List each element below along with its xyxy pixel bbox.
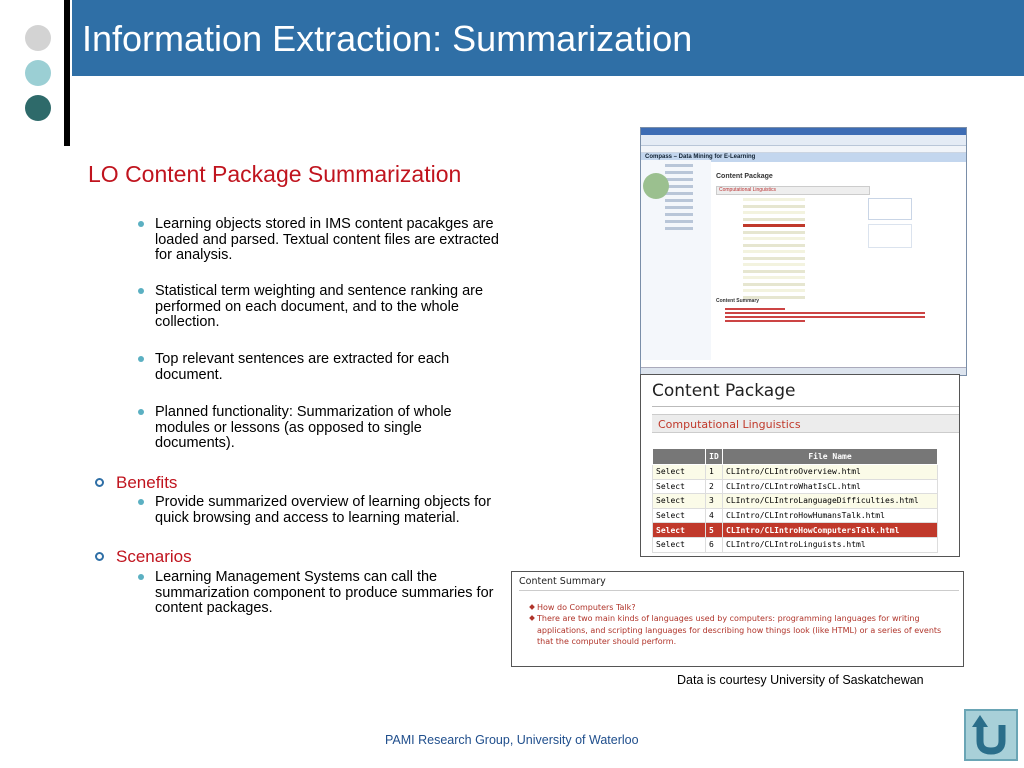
- table-row: [653, 508, 938, 523]
- bullet-item: [155, 284, 515, 331]
- ring-bullet-icon: [95, 478, 104, 487]
- title-divider: [64, 0, 70, 146]
- select-link[interactable]: Select: [653, 508, 706, 523]
- browser-table-row: [743, 218, 805, 221]
- browser-table-row: [743, 205, 805, 208]
- content-summary-box: [511, 571, 964, 667]
- table-row: [653, 465, 938, 480]
- column-header: ID: [706, 449, 723, 465]
- decor-dot-dark: [25, 95, 51, 121]
- row-id: 5: [706, 523, 723, 538]
- bullet-dot-icon: [138, 574, 144, 580]
- row-id: 6: [706, 537, 723, 552]
- browser-table-row: [743, 211, 805, 214]
- bullet-dot-icon: [138, 221, 144, 227]
- content-package-title: Content Package: [652, 381, 796, 401]
- section-bar: Computational Linguistics: [652, 414, 959, 433]
- scenarios-heading: [116, 547, 192, 567]
- bullet-dot-icon: [138, 409, 144, 415]
- row-file-name: CLIntro/CLIntroLinguists.html: [723, 537, 938, 552]
- browser-titlebar: [641, 128, 966, 135]
- slide-subtitle: LO Content Package Summarization: [88, 161, 462, 187]
- column-header: [653, 449, 706, 465]
- file-table: [652, 448, 938, 553]
- bullet-item: [155, 495, 525, 526]
- footer-text: PAMI Research Group, University of Waterloo: [385, 733, 639, 747]
- select-link[interactable]: Select: [653, 494, 706, 509]
- select-link[interactable]: Select: [653, 523, 706, 538]
- browser-table-row: [743, 198, 805, 201]
- bullet-diamond-icon: [529, 604, 535, 610]
- select-link[interactable]: Select: [653, 537, 706, 552]
- bullet-item: [155, 352, 495, 383]
- browser-table-row: [743, 289, 805, 292]
- table-row-selected: [653, 523, 938, 538]
- row-file-name: CLIntro/CLIntroLanguageDifficulties.html: [723, 494, 938, 509]
- benefits-heading-text: Benefits: [116, 473, 178, 492]
- browser-sidebar-box: [868, 198, 912, 220]
- browser-table-row: [743, 237, 805, 240]
- bullet-dot-icon: [138, 288, 144, 294]
- bullet-diamond-icon: [529, 615, 535, 621]
- summary-item: [537, 602, 957, 614]
- browser-address-bar: [641, 135, 966, 146]
- bullet-text: Learning objects stored in IMS content pacakges are loaded and parsed. Textual content files are extracted for analysis.: [155, 216, 499, 263]
- scenarios-heading-text: Scenarios: [116, 547, 192, 566]
- browser-table-row: [743, 263, 805, 266]
- browser-table-row: [743, 270, 805, 273]
- column-header: File Name: [723, 449, 938, 465]
- row-file-name: CLIntro/CLIntroWhatIsCL.html: [723, 479, 938, 494]
- table-row: [653, 494, 938, 509]
- decor-dot-teal: [25, 60, 51, 86]
- back-button[interactable]: [964, 709, 1018, 761]
- benefits-heading: [116, 473, 177, 493]
- slide-title: Information Extraction: Summarization: [82, 18, 693, 59]
- row-id: 1: [706, 465, 723, 480]
- bullet-item: [155, 570, 505, 617]
- bullet-text: Learning Management Systems can call the summarization component to produce summaries for content packages.: [155, 569, 494, 616]
- row-id: 4: [706, 508, 723, 523]
- summary-text: There are two main kinds of languages used by computers: programming languages for writing applications, and scripting languages for describing how things look (like HTML) or a series of events that the computer should perform.: [537, 614, 942, 646]
- browser-section-bar: Computational Linguistics: [716, 186, 870, 195]
- browser-table-row: [743, 231, 805, 234]
- browser-page-header: Compass – Data Mining for E-Learning: [641, 153, 966, 162]
- cd-disc-icon: [643, 173, 669, 199]
- browser-table-row: [743, 283, 805, 286]
- bullet-text: Top relevant sentences are extracted for each document.: [155, 351, 450, 383]
- bullet-text: Planned functionality: Summarization of whole modules or lessons (as opposed to single documents).: [155, 404, 452, 451]
- browser-table-row: [743, 257, 805, 260]
- row-id: 2: [706, 479, 723, 494]
- bullet-text: Provide summarized overview of learning objects for quick browsing and access to learning material.: [155, 494, 492, 526]
- decor-dot-grey: [25, 25, 51, 51]
- browser-screenshot: [640, 127, 967, 376]
- divider: [652, 406, 959, 407]
- browser-content-title: Content Package: [716, 173, 773, 180]
- table-row: [653, 537, 938, 552]
- bullet-item: [155, 217, 510, 264]
- browser-table-row: [743, 224, 805, 227]
- courtesy-note: Data is courtesy University of Saskatchewan: [677, 673, 924, 687]
- bullet-text: Statistical term weighting and sentence ranking are performed on each document, and to the whole collection.: [155, 283, 484, 330]
- divider: [519, 590, 959, 591]
- row-file-name: CLIntro/CLIntroHowComputersTalk.html: [723, 523, 938, 538]
- bullet-dot-icon: [138, 499, 144, 505]
- browser-table-row: [743, 250, 805, 253]
- content-summary-title: Content Summary: [519, 576, 606, 587]
- row-id: 3: [706, 494, 723, 509]
- row-file-name: CLIntro/CLIntroHowHumansTalk.html: [723, 508, 938, 523]
- content-package-zoom: [640, 374, 960, 557]
- browser-sidebar-box: [868, 224, 912, 248]
- browser-favorites-bar: [641, 146, 966, 153]
- bullet-item: [155, 405, 500, 452]
- table-row: [653, 479, 938, 494]
- select-link[interactable]: Select: [653, 479, 706, 494]
- u-turn-arrow-icon: [966, 711, 1016, 759]
- summary-text: How do Computers Talk?: [537, 603, 636, 612]
- browser-summary-title: Content Summary: [716, 298, 760, 304]
- browser-table-row: [743, 244, 805, 247]
- row-file-name: CLIntro/CLIntroOverview.html: [723, 465, 938, 480]
- ring-bullet-icon: [95, 552, 104, 561]
- browser-table-row: [743, 276, 805, 279]
- select-link[interactable]: Select: [653, 465, 706, 480]
- bullet-dot-icon: [138, 356, 144, 362]
- summary-item: [537, 613, 957, 648]
